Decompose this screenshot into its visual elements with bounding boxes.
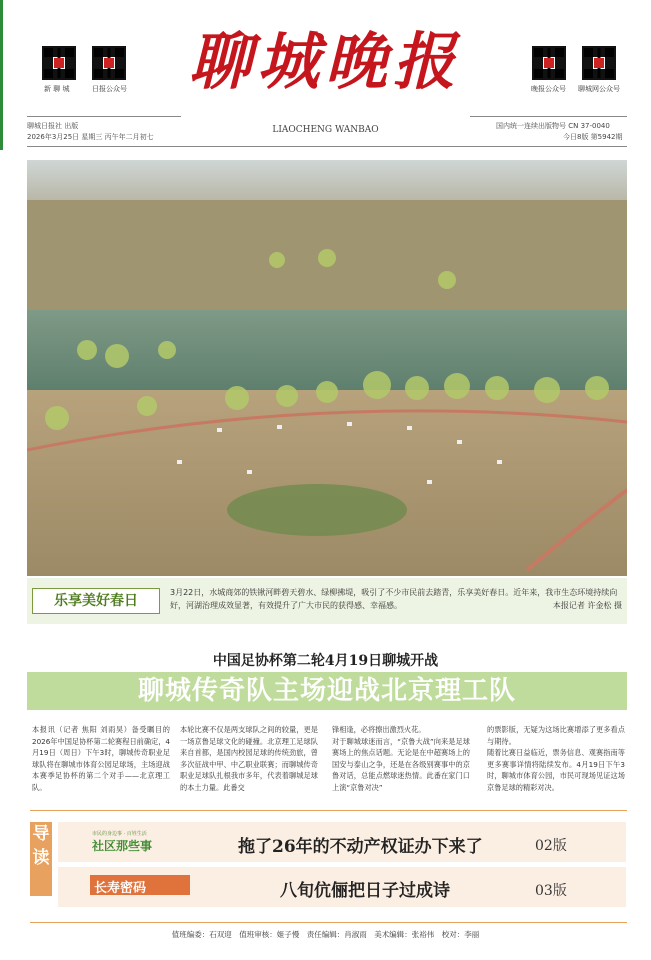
article-column-1: 本报讯（记者 焦阳 刘雨昊）备受瞩目的2026年中国足协杯第二轮赛程日前确定，4月19日（周日）下午3时，聊城传奇职业足球队将在聊城市体育公园足球场，主场迎战本赛季足协杯的第二个对手——北京理工队。: [32, 725, 170, 792]
daodu-top-rule: [30, 810, 627, 811]
qr-code-liaochengwang: [582, 46, 616, 80]
date-line: 2026年3月25日 星期三 丙午年二月初七: [27, 133, 154, 141]
qr-label: 日报公众号: [92, 85, 127, 93]
cn-number: 国内统一连续出版物号 CN 37-0040: [496, 122, 610, 130]
qr-label: 晚报公众号: [531, 85, 566, 93]
daodu-page-2[interactable]: 03版: [535, 883, 567, 899]
daodu-bottom-rule: [30, 922, 627, 923]
editorial-credits: 值班编委：石双迎 值班审核：姬子慢 责任编辑：肖淑雨 美术编辑：张裕伟 校对：李丽: [171, 930, 480, 939]
qr-code-xinliaocheng: [42, 46, 76, 80]
article-column-3: 锋相逢，必将擦出激烈火花。 对于聊城球迷而言，“京鲁大战”向来是足球赛场上的焦点话题。无论是在中超赛场上的国安与泰山之争，还是在各级别赛事中的京鲁对话，总能点燃球迷热情。此番在家门口上演“京鲁对决”: [332, 725, 470, 792]
header-rule-bottom: [27, 146, 627, 147]
header-rule-right: [470, 116, 627, 117]
article-column-2: 本轮比赛不仅是两支球队之间的较量，更是一场京鲁足球文化的碰撞。北京理工足球队来自首都，是国内校园足球的传统劲旅，曾多次征战中甲、中乙职业联赛；而聊城传奇职业足球队扎根我市多年，代表着聊城足球的本土力量。此番交: [180, 725, 318, 792]
article-subhead: 中国足协杯第二轮4月19日聊城开战: [212, 653, 439, 669]
daodu-badge-longevity: 长寿密码: [94, 881, 147, 896]
qr-code-ribao: [92, 46, 126, 80]
qr-label: 聊城网公众号: [578, 85, 620, 93]
badge-tagline: 市民的身边事 · 百姓生活: [92, 831, 147, 837]
photo-caption: [170, 586, 622, 612]
daodu-badge-community: [92, 830, 152, 854]
daodu-tag: 导读: [30, 822, 52, 896]
article-headline: 聊城传奇队主场迎战北京理工队: [137, 676, 516, 706]
photo-credit: 本报记者 许金松 摄: [552, 601, 622, 610]
qr-label: 新 聊 城: [44, 85, 70, 93]
qr-code-wanbao: [532, 46, 566, 80]
lead-photo: [27, 160, 627, 576]
article-column-4: 的票影版，无疑为这场比赛增添了更多看点与期待。 随着比赛日益临近，票务信息、观赛指南等更多赛事详情将陆续发布。4月19日下午3时，聊城市体育公园，市民可现场见证这场京鲁足球的精彩对决。: [487, 725, 625, 792]
daodu-page-1[interactable]: 02版: [535, 838, 567, 854]
daodu-title-1[interactable]: 拖了26年的不动产权证办下来了: [238, 837, 483, 857]
issue-number: 今日8版 第5942期: [563, 133, 623, 141]
photo-tag: 乐享美好春日: [32, 588, 160, 614]
paper-pinyin: LIAOCHENG WANBAO: [272, 125, 379, 135]
badge-text: 社区那些事: [92, 839, 153, 853]
header-rule-left: [27, 116, 181, 117]
publisher-line: 聊城日报社 出版: [27, 122, 79, 130]
masthead-title: 聊城晚报: [188, 25, 461, 98]
daodu-title-2[interactable]: 八旬伉俪把日子过成诗: [280, 881, 450, 901]
caption-body: 3月22日，水城商郊的铁锹河畔碧天碧水、绿柳拂堤，吸引了不少市民前去踏青，乐享美好春日。近年来，我市生态环境持续向好，河湖治理成效显著，有效提升了广大市民的获得感、幸福感。: [170, 588, 618, 610]
